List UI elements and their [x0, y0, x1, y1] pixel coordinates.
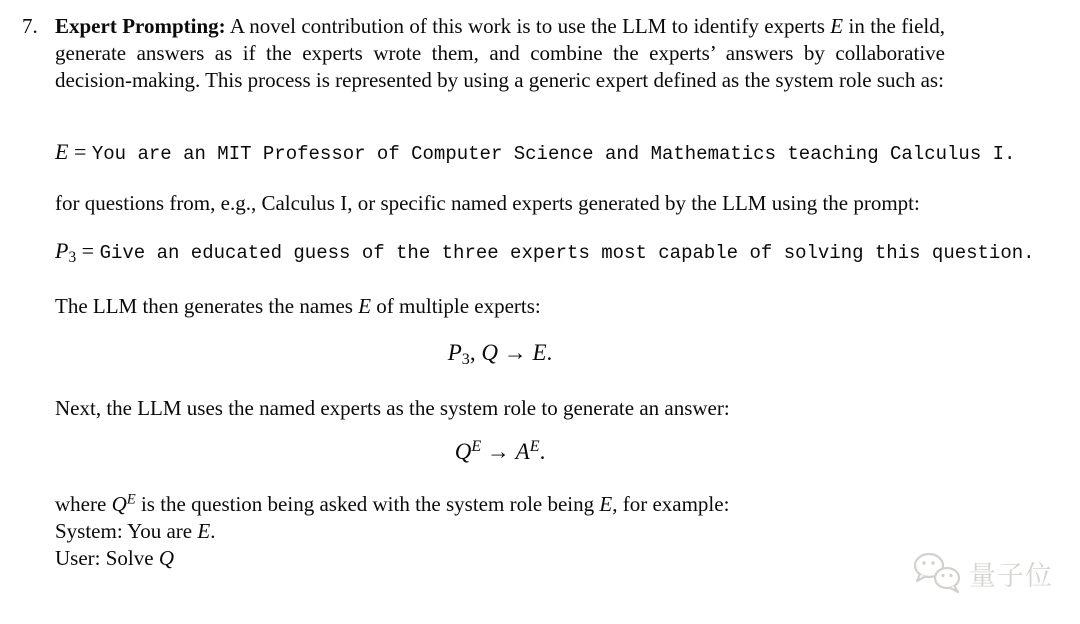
comma: , — [469, 340, 482, 365]
equals-sign: = — [81, 238, 95, 263]
math-var-Q: Q — [481, 340, 498, 365]
math-var-E: E — [55, 139, 69, 164]
equation-experts — [55, 338, 945, 368]
where-text-3: , for example: — [612, 492, 730, 516]
math-var-Q: Q — [454, 439, 472, 464]
watermark-label: 量子位 — [969, 561, 1053, 591]
math-var-P: P — [55, 238, 69, 263]
system-text: You are — [127, 519, 198, 543]
wechat-icon — [912, 551, 964, 602]
intro-text-2: in the field, generate answers as if the experts wrote them, and combine the experts’ answers by collaborative decision-making. This process is represented by using a generic expert defined as the system role such as: — [55, 14, 945, 92]
user-label: User: — [55, 546, 106, 570]
system-label: System: — [55, 519, 128, 543]
arrow-right-icon: → — [481, 439, 516, 464]
qbitai-watermark — [912, 551, 1053, 602]
math-sub-3: 3 — [68, 248, 77, 266]
where-text-1: where — [55, 492, 112, 516]
where-paragraph — [55, 491, 1080, 518]
p3-prompt-string: Give an educated guess of the three experts most capable of solving this question. — [99, 242, 1035, 264]
math-var-A: A — [515, 439, 530, 464]
period: . — [539, 439, 546, 464]
math-var-E: E — [358, 294, 372, 318]
generates-paragraph — [55, 293, 1080, 320]
math-var-P: P — [447, 340, 462, 365]
item-number: 7. — [22, 14, 38, 38]
intro-paragraph — [55, 13, 945, 94]
system-role-line — [55, 518, 1080, 545]
math-var-Q: Q — [158, 546, 175, 570]
equals-sign: = — [73, 139, 87, 164]
generates-text-2: of multiple experts: — [371, 294, 541, 318]
expert-prompt-string: You are an MIT Professor of Computer Science and Mathematics teaching Calculus I. — [91, 143, 1016, 165]
math-var-E: E — [197, 519, 211, 543]
item-heading: Expert Prompting: — [55, 14, 226, 38]
period: . — [546, 340, 553, 365]
math-sub-3: 3 — [461, 351, 470, 369]
prompt-definition-line — [55, 239, 1080, 265]
math-var-E: E — [599, 492, 613, 516]
intro-text-1: A novel contribution of this work is to use the LLM to identify experts — [225, 14, 831, 38]
equation-answer — [55, 437, 945, 467]
math-var-Q: Q — [111, 492, 127, 516]
math-var-E: E — [532, 340, 547, 365]
math-sup-E: E — [471, 437, 482, 455]
followup-paragraph: for questions from, e.g., Calculus I, or specific named experts generated by the LLM using the prompt: — [55, 191, 920, 215]
where-text-2: is the question being asked with the system role being — [135, 492, 600, 516]
arrow-right-icon: → — [497, 340, 533, 365]
generates-text-1: The LLM then generates the names — [55, 294, 359, 318]
math-var-E: E — [830, 14, 844, 38]
user-text: Solve — [105, 546, 159, 570]
math-sup-E: E — [529, 437, 540, 455]
next-paragraph: Next, the LLM uses the named experts as the system role to generate an answer: — [55, 396, 730, 420]
expert-definition-line — [55, 140, 1080, 166]
period: . — [210, 519, 216, 543]
math-sup-E: E — [126, 491, 136, 508]
